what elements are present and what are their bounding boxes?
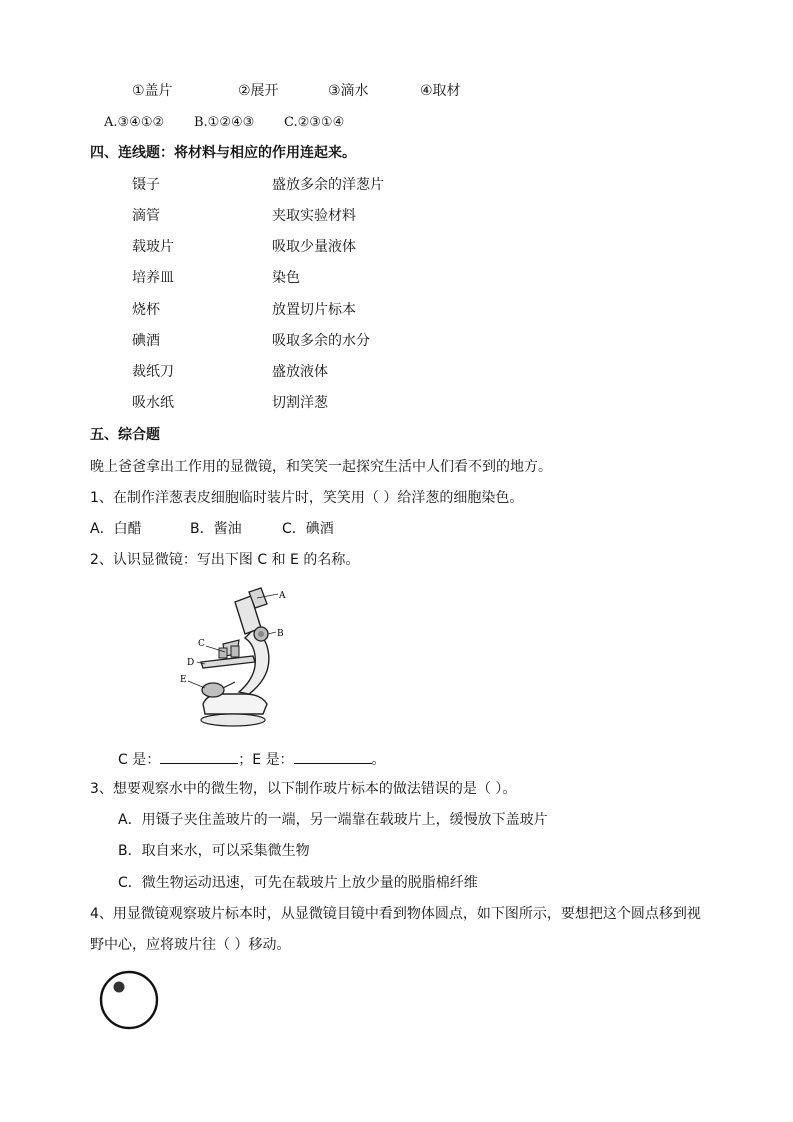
right-item: 吸取多余的水分 [272,333,370,349]
step-3: ③滴水 [328,83,369,99]
right-item: 放置切片标本 [272,302,356,318]
option-a: A.③④①② [104,115,165,130]
question-2: 2、认识显微镜：写出下图 C 和 E 的名称。 [90,552,360,568]
object-dot [114,982,125,993]
step-1: ①盖片 [132,83,173,99]
question-4-line-2: 野中心，应将玻片往（ ）移动。 [90,937,291,953]
c-label: C 是： [118,752,161,768]
question-3: 3、想要观察水中的微生物，以下制作玻片标本的做法错误的是（ ）。 [90,781,517,797]
step-2: ②展开 [238,83,279,99]
label-e: E [180,675,187,685]
q3-option-c: C．微生物运动迅速，可先在载玻片上放少量的脱脂棉纤维 [118,875,478,891]
c-answer-blank[interactable] [160,749,238,764]
field-of-view-diagram [94,968,164,1034]
right-item: 染色 [272,270,300,286]
label-d: D [187,658,195,668]
left-item: 碘酒 [132,333,160,349]
label-b: B [277,629,284,639]
q1-option-c: C．碘酒 [282,521,334,537]
left-item: 烧杯 [132,302,160,318]
left-item: 吸水纸 [132,395,174,411]
left-item: 载玻片 [132,239,174,255]
left-item: 裁纸刀 [132,364,174,380]
right-item: 盛放多余的洋葱片 [272,177,384,193]
label-c: C [198,639,205,649]
left-item: 培养皿 [132,270,174,286]
e-answer-blank[interactable] [294,749,372,764]
step-4: ④取材 [420,83,461,99]
question-1: 1、在制作洋葱表皮细胞临时装片时，笑笑用（ ）给洋葱的细胞染色。 [90,490,524,506]
section4-title: 四、连线题：将材料与相应的作用连起来。 [90,145,356,161]
q2-answer-line [118,749,386,769]
microscope-mirror [202,683,224,697]
left-item: 镊子 [132,177,160,193]
q1-option-b: B．酱油 [190,521,242,537]
q3-option-a: A．用镊子夹住盖玻片的一端，另一端靠在载玻片上，缓慢放下盖玻片 [118,812,548,828]
right-item: 盛放液体 [272,364,328,380]
label-a: A [279,591,286,601]
microscope-stage [201,656,255,668]
left-item: 滴管 [132,208,160,224]
e-label: ；E 是： [238,752,294,768]
end-mark: 。 [371,752,386,768]
right-item: 吸取少量液体 [272,239,356,255]
option-c: C.②③①④ [284,115,345,130]
section5-title: 五、综合题 [90,427,160,443]
field-of-view-circle [101,972,157,1028]
microscope-illustration [175,582,295,730]
q3-option-b: B．取自来水，可以采集微生物 [118,843,310,859]
option-b: B.①②④③ [194,115,255,130]
section5-intro: 晚上爸爸拿出工作用的显微镜，和笑笑一起探究生活中人们看不到的地方。 [90,459,552,475]
q1-option-a: A．白醋 [90,521,142,537]
right-item: 切割洋葱 [272,395,328,411]
right-item: 夹取实验材料 [272,208,356,224]
question-4-line-1: 4、用显微镜观察玻片标本时，从显微镜目镜中看到物体圆点，如下图所示，要想把这个圆点移到视 [90,906,701,922]
